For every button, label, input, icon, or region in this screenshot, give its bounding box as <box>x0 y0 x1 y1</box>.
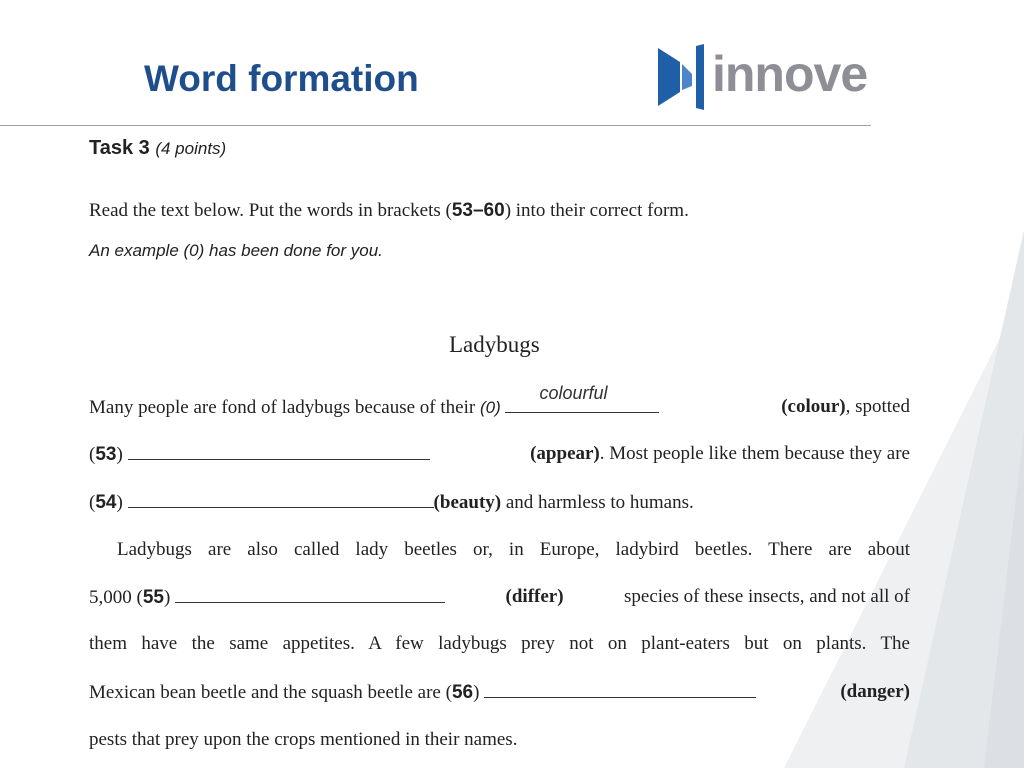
instruction-range: 53–60 <box>451 200 505 221</box>
line3-tail: and harmless to humans. <box>501 492 694 513</box>
text-line-3: (54) (beauty) and harmless to humans. <box>89 487 910 517</box>
text-line-4: Ladybugs are also called lady beetles or, in Europe, ladybird beetles. There are about <box>117 539 910 560</box>
line5-tail: species of these insects, and not all of <box>624 586 910 607</box>
logo-text: innove <box>712 46 868 102</box>
example-marker: (0) <box>479 398 501 417</box>
blank-55[interactable] <box>175 582 445 603</box>
line2-start: (53) <box>89 439 430 469</box>
blank-54[interactable] <box>128 487 434 508</box>
blank-56[interactable] <box>484 677 756 698</box>
blank-0 <box>505 383 659 413</box>
word-colour: (colour) <box>781 396 846 417</box>
line2-end <box>530 439 910 469</box>
line5-start: 5,000 (55) <box>89 582 445 612</box>
word-beauty: (beauty) <box>433 492 502 513</box>
item-number-56: 56 <box>451 682 474 703</box>
instruction-text-end: ) into their correct form. <box>504 200 689 221</box>
example-note: An example (0) has been done for you. <box>89 241 383 260</box>
task-label: Task 3 <box>89 137 150 159</box>
task-points: (4 points) <box>155 139 227 158</box>
text-line-1 <box>89 383 910 422</box>
word-danger: (danger) <box>840 681 910 702</box>
example-answer: colourful <box>539 383 608 403</box>
item-number-54: 54 <box>95 492 117 513</box>
line1-tail: , spotted <box>845 396 910 417</box>
line1-text: Many people are fond of ladybugs because of their <box>89 397 476 418</box>
task-instruction <box>89 200 689 222</box>
line2-tail: . Most people like them because they are <box>599 443 910 464</box>
text-line-2 <box>89 439 910 469</box>
blank-53[interactable] <box>128 439 430 460</box>
slide-title: Word formation <box>144 58 419 99</box>
item-number-53: 53 <box>95 444 117 465</box>
text-line-8: pests that prey upon the crops mentioned in their names. <box>89 729 518 750</box>
word-differ: (differ) <box>505 586 564 607</box>
text-line-5 <box>89 582 910 612</box>
logo-mark-icon <box>656 44 704 110</box>
line5-number-text: 5,000 <box>89 587 132 608</box>
text-line-6: them have the same appetites. A few ladybugs prey not on plant-eaters but on plants. The <box>89 633 910 654</box>
line1-end <box>781 392 910 422</box>
text-line-7 <box>89 677 910 707</box>
text-title: Ladybugs <box>449 332 540 357</box>
line7-start: Mexican bean beetle and the squash beetle are (56) <box>89 677 756 707</box>
word-appear: (appear) <box>530 443 600 464</box>
innove-logo <box>656 44 878 110</box>
line1-start <box>89 383 659 422</box>
instruction-text-start: Read the text below. Put the words in brackets ( <box>89 200 452 221</box>
header-divider <box>0 125 871 126</box>
item-number-55: 55 <box>142 587 164 608</box>
line7-text: Mexican bean beetle and the squash beetle are <box>89 682 441 703</box>
task-heading <box>89 137 226 160</box>
